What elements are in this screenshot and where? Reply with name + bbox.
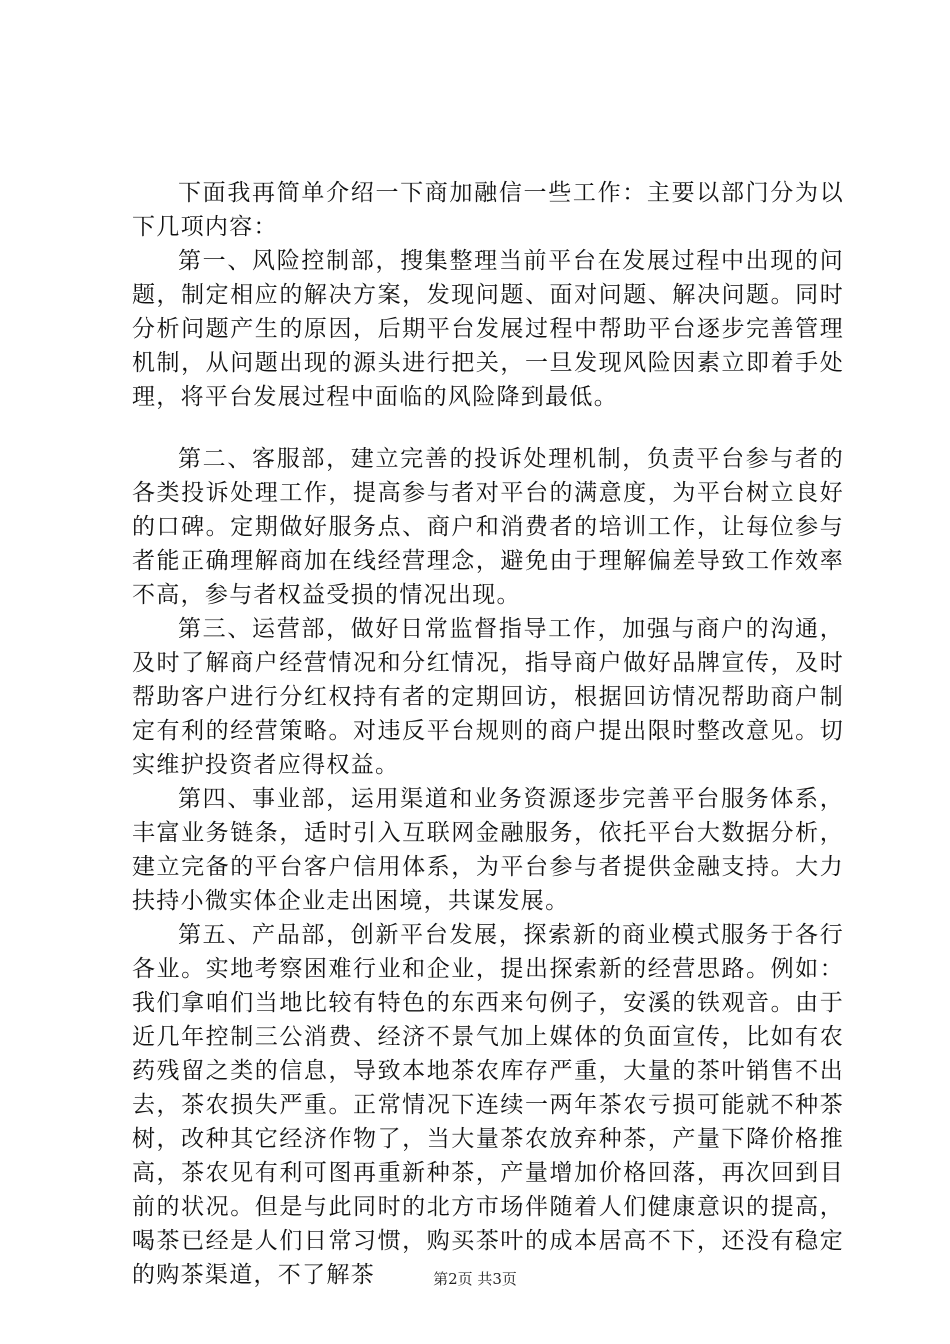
paragraph-operations: 第三、运营部，做好日常监督指导工作，加强与商户的沟通，及时了解商户经营情况和分红情况，指导商户做好品牌宣传，及时帮助客户进行分红权持有者的定期回访，根据回访情况帮助商户制定有利的经营策略。对违反平台规则的商户提出限时整改意见。切实维护投资者应得权益。 <box>132 616 844 778</box>
paragraph-risk-control: 第一、风险控制部，搜集整理当前平台在发展过程中出现的问题，制定相应的解决方案，发现问题、面对问题、解决问题。同时分析问题产生的原因，后期平台发展过程中帮助平台逐步完善管理机制，从问题出现的源头进行把关，一旦发现风险因素立即着手处理，将平台发展过程中面临的风险降到最低。 <box>132 248 844 410</box>
paragraph-customer-service: 第二、客服部，建立完善的投诉处理机制，负责平台参与者的各类投诉处理工作，提高参与者对平台的满意度，为平台树立良好的口碑。定期做好服务点、商户和消费者的培训工作，让每位参与者能正确理解商加在线经营理念，避免由于理解偏差导致工作效率不高，参与者权益受损的情况出现。 <box>132 446 844 608</box>
paragraph-business-unit: 第四、事业部，运用渠道和业务资源逐步完善平台服务体系，丰富业务链条，适时引入互联网金融服务，依托平台大数据分析，建立完备的平台客户信用体系，为平台参与者提供金融支持。大力扶持小微实体企业走出困境，共谋发展。 <box>132 786 844 914</box>
paragraph-product: 第五、产品部，创新平台发展，探索新的商业模式服务于各行各业。实地考察困难行业和企业，提出探索新的经营思路。例如：我们拿咱们当地比较有特色的东西来句例子，安溪的铁观音。由于近几年控制三公消费、经济不景气加上媒体的负面宣传，比如有农药残留之类的信息，导致本地茶农库存严重，大量的茶叶销售不出去，茶农损失严重。正常情况下连续一两年茶农亏损可能就不种茶树，改种其它经济作物了，当大量茶农放弃种茶，产量下降价格推高，茶农见有利可图再重新种茶，产量增加价格回落，再次回到目前的状况。但是与此同时的北方市场伴随着人们健康意识的提高，喝茶已经是人们日常习惯，购买茶叶的成本居高不下，还没有稳定的购茶渠道，不了解茶 <box>132 922 844 1288</box>
page-number: 第2页 共3页 <box>433 1270 517 1288</box>
document-body <box>132 176 844 1292</box>
paragraph-intro: 下面我再简单介绍一下商加融信一些工作：主要以部门分为以下几项内容： <box>132 180 844 240</box>
